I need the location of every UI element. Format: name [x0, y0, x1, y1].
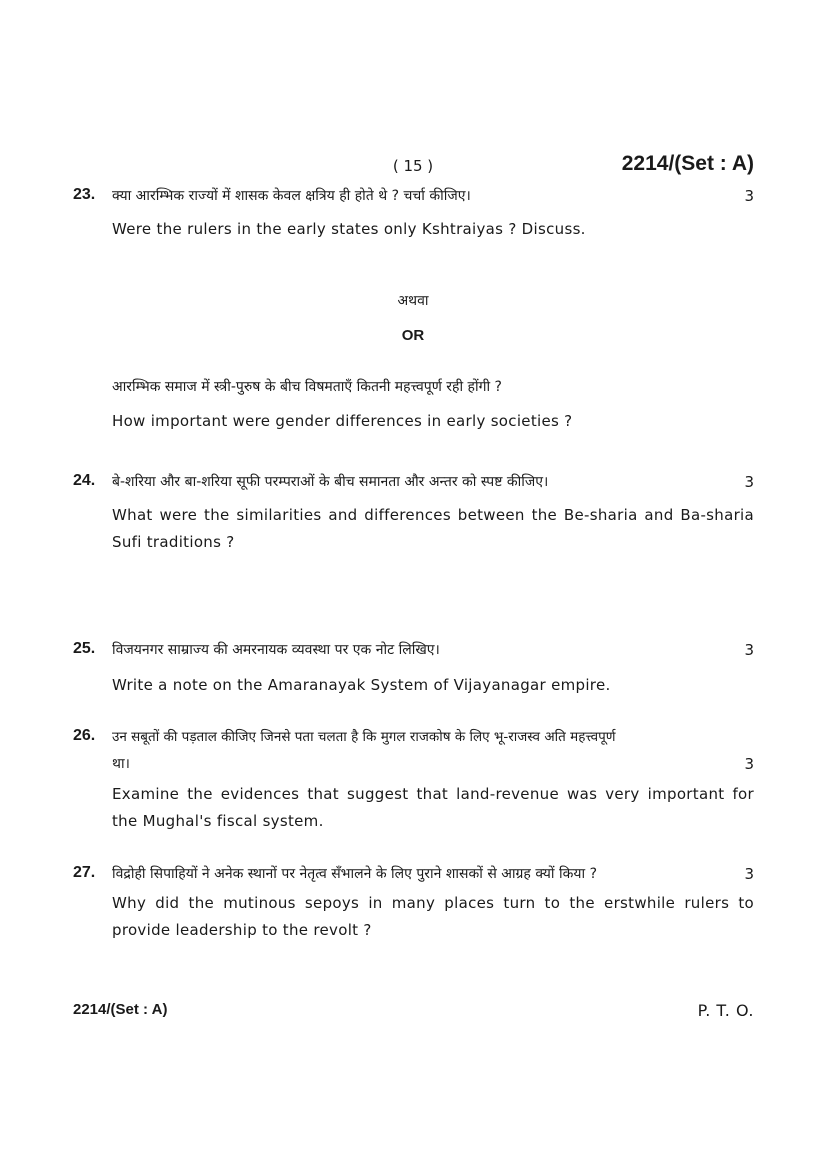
question-27-number: 27. — [73, 864, 96, 881]
pto-label: P. T. O. — [697, 1001, 754, 1020]
question-27-english: Why did the mutinous sepoys in many places turn to the erstwhile rulers to provide leadership to the revolt ? — [112, 894, 754, 939]
question-25-marks: 3 — [744, 641, 754, 659]
page-number: ( 15 ) — [392, 157, 434, 175]
question-23-english: Were the rulers in the early states only Kshtraiyas ? Discuss. — [112, 220, 586, 238]
question-24-english: What were the similarities and differences between the Be-sharia and Ba-sharia Sufi traditions ? — [112, 506, 754, 551]
question-26-english: Examine the evidences that suggest that land-revenue was very important for the Mughal's fiscal system. — [112, 785, 754, 830]
question-26-hindi-line2: था। — [112, 756, 130, 772]
question-24-hindi: बे-शरिया और बा-शरिया सूफी परम्पराओं के बीच समानता और अन्तर को स्पष्ट कीजिए। — [112, 474, 549, 490]
question-25-hindi: विजयनगर साम्राज्य की अमरनायक व्यवस्था पर एक नोट लिखिए। — [112, 642, 440, 658]
question-27-hindi: विद्रोही सिपाहियों ने अनेक स्थानों पर नेतृत्व सँभालने के लिए पुराने शासकों से आग्रह क्यों किया ? — [112, 866, 598, 882]
or-english: OR — [401, 327, 425, 344]
question-23-marks: 3 — [744, 187, 754, 205]
question-25-english: Write a note on the Amaranayak System of Vijayanagar empire. — [112, 676, 611, 694]
question-26-hindi-line1: उन सबूतों की पड़ताल कीजिए जिनसे पता चलता है कि मुगल राजकोष के लिए भू-राजस्व अति महत्त्वपूर्ण — [112, 729, 616, 745]
or-hindi: अथवा — [397, 293, 429, 309]
footer-set-code: 2214/(Set : A) — [73, 1001, 168, 1018]
set-code: 2214/(Set : A) — [621, 152, 754, 175]
question-26-marks: 3 — [744, 755, 754, 773]
question-23-alt-english: How important were gender differences in early societies ? — [112, 412, 573, 430]
question-24-number: 24. — [73, 472, 96, 489]
question-26-number: 26. — [73, 727, 96, 744]
question-23-alt-hindi: आरम्भिक समाज में स्त्री-पुरुष के बीच विषमताएँ कितनी महत्त्वपूर्ण रही होंगी ? — [112, 379, 502, 395]
question-23-hindi: क्या आरम्भिक राज्यों में शासक केवल क्षत्रिय ही होते थे ? चर्चा कीजिए। — [112, 188, 471, 204]
question-25-number: 25. — [73, 640, 96, 657]
question-27-marks: 3 — [744, 865, 754, 883]
question-24-marks: 3 — [744, 473, 754, 491]
question-23-number: 23. — [73, 186, 96, 203]
